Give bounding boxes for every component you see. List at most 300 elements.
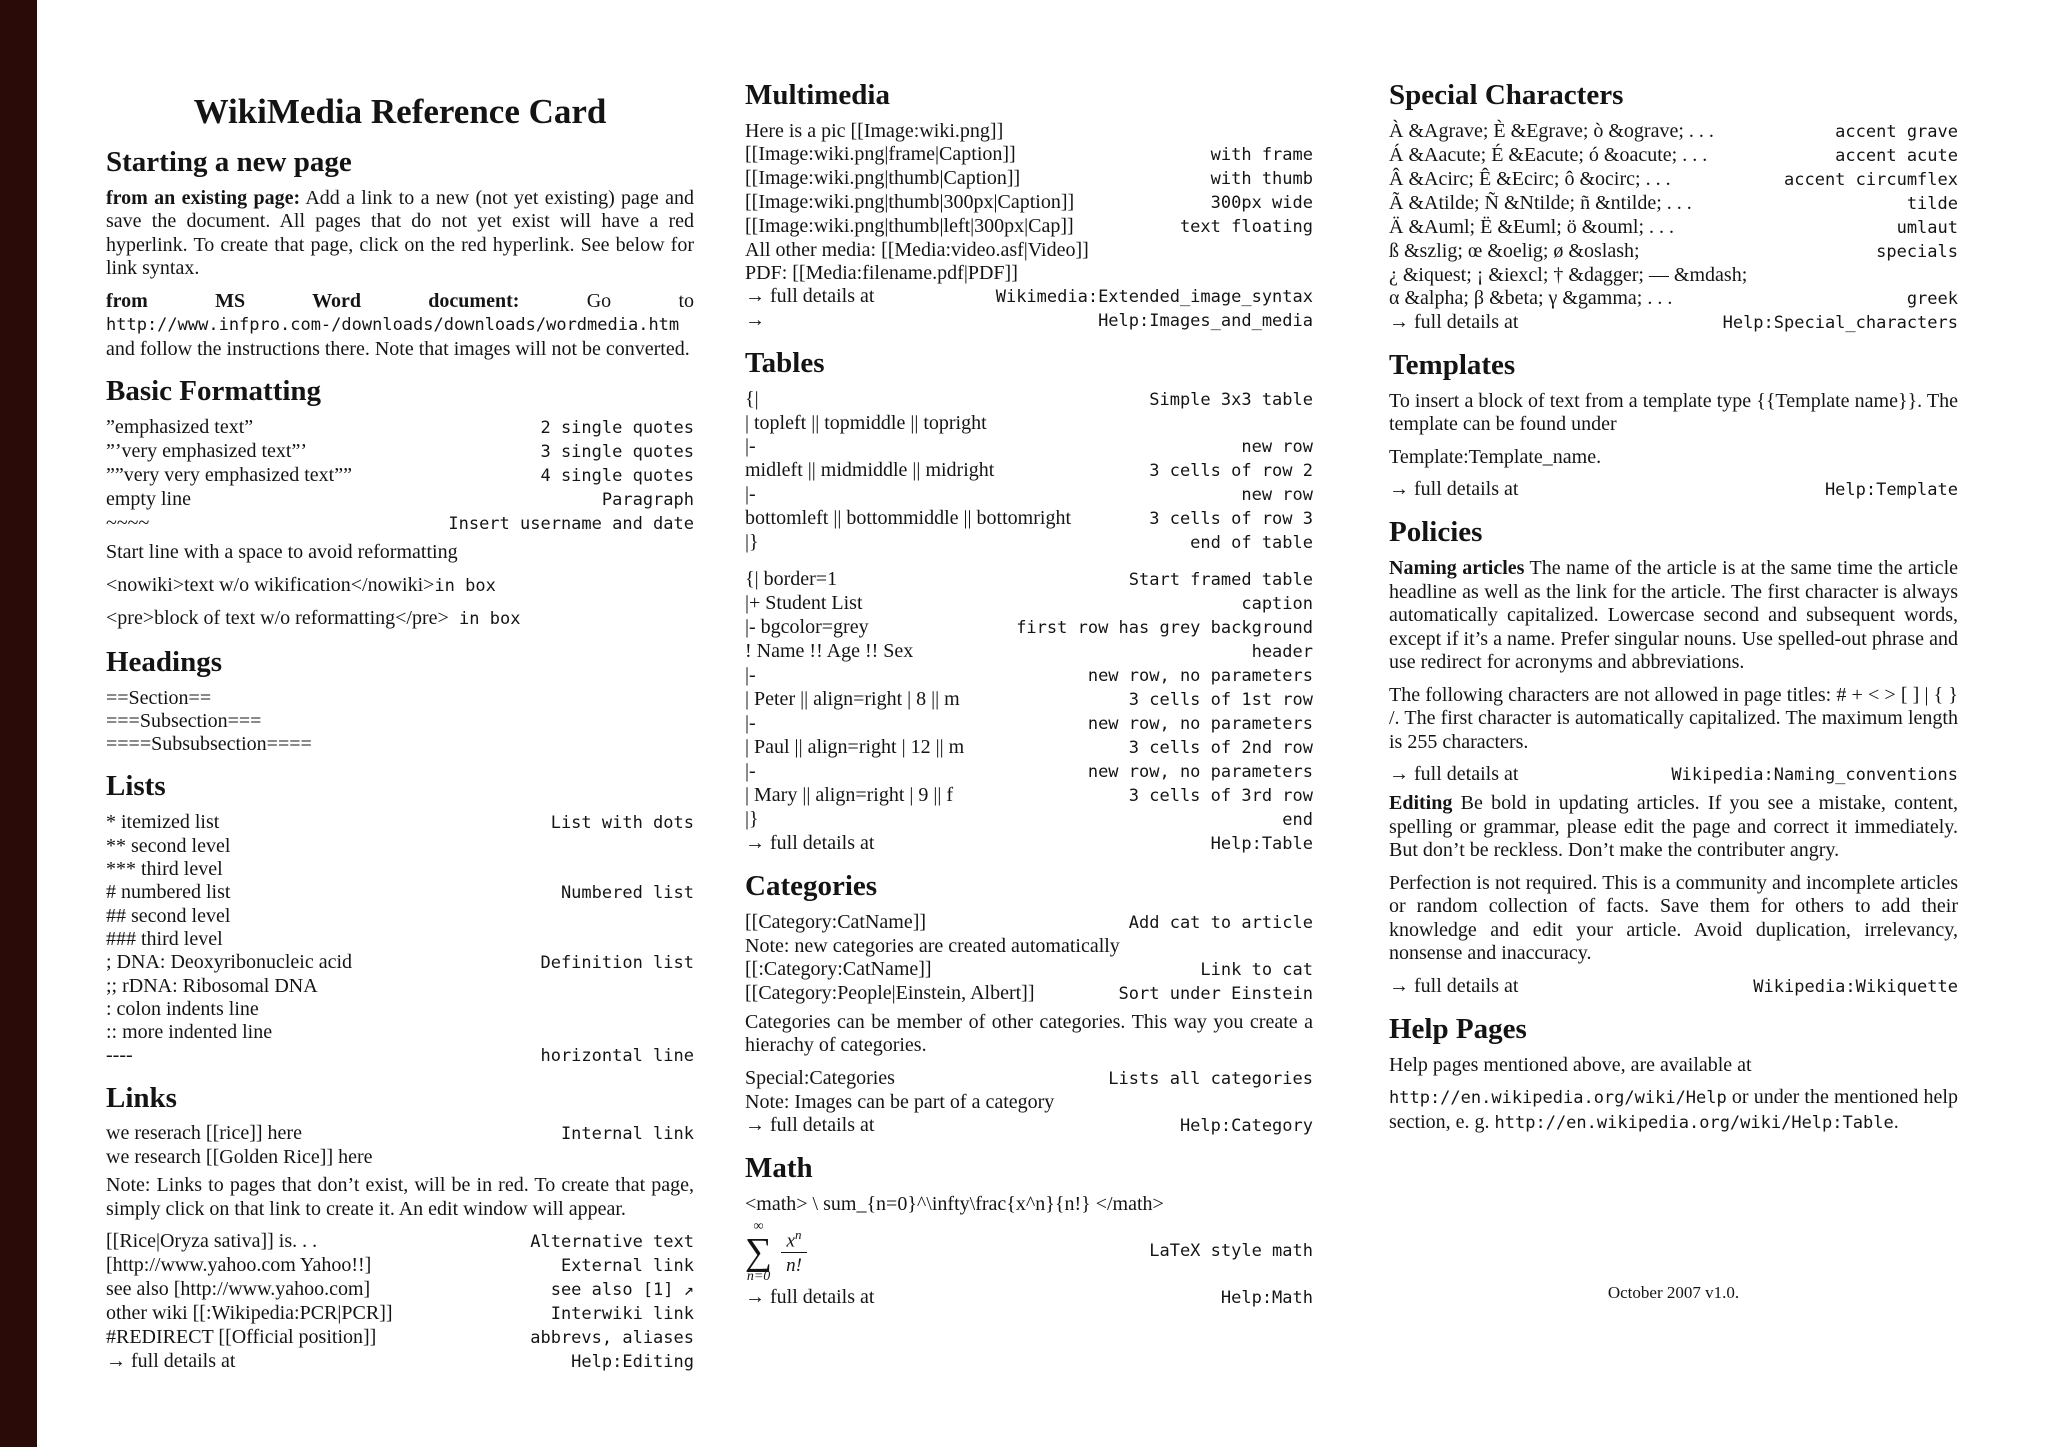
paragraph xyxy=(1389,390,1958,437)
syntax-line xyxy=(745,1286,1313,1310)
syntax-line xyxy=(1389,216,1958,240)
body-text: Categories can be member of other categories. This way you create a hierachy of categories. xyxy=(745,1010,1313,1057)
mono-text: http://en.wikipedia.org/wiki/Help:Table xyxy=(1494,1112,1894,1133)
wiki-syntax: ””very very emphasized text”” xyxy=(106,464,352,487)
annotation: Link to cat xyxy=(1200,959,1313,980)
syntax-line xyxy=(745,191,1313,215)
annotation: Start framed table xyxy=(1128,569,1313,590)
section-title: Math xyxy=(745,1151,813,1184)
syntax-line xyxy=(745,592,1313,616)
column-1 xyxy=(106,72,694,1374)
annotation: new row, no parameters xyxy=(1087,665,1313,686)
annotation: end xyxy=(1282,809,1313,830)
wiki-syntax: #REDIRECT [[Official position]] xyxy=(106,1326,377,1349)
wiki-syntax: |} xyxy=(745,530,759,553)
annotation: Help:Table xyxy=(1210,833,1313,854)
syntax-line xyxy=(106,811,694,835)
syntax-line xyxy=(106,488,694,512)
paragraph xyxy=(106,607,694,632)
syntax-line xyxy=(745,784,1313,808)
syntax-line xyxy=(1389,168,1958,192)
wiki-syntax: Here is a pic [[Image:wiki.png]] xyxy=(745,119,1004,142)
syntax-line xyxy=(745,507,1313,531)
syntax-line xyxy=(106,1254,694,1278)
wiki-syntax: <math> \ sum_{n=0}^\infty\frac{x^n}{n!} </math> xyxy=(745,1192,1164,1215)
paragraph xyxy=(106,1174,694,1221)
syntax-line xyxy=(106,905,694,928)
syntax-line xyxy=(745,1091,1313,1114)
syntax-line xyxy=(106,464,694,488)
syntax-line xyxy=(106,687,694,710)
annotation: accent grave xyxy=(1835,121,1958,142)
section-title: Headings xyxy=(106,645,223,678)
section-policies xyxy=(1389,517,1958,998)
annotation: Numbered list xyxy=(560,882,694,903)
syntax-line xyxy=(745,688,1313,712)
paragraph xyxy=(1389,1054,1958,1078)
wiki-syntax: ~~~~ xyxy=(106,512,150,535)
annotation: 300px wide xyxy=(1210,192,1313,213)
section-body xyxy=(1389,390,1958,503)
syntax-line xyxy=(106,928,694,951)
syntax-line xyxy=(106,416,694,440)
section-starting-a-new-page xyxy=(106,147,694,361)
wiki-syntax: | Mary || align=right | 9 || f xyxy=(745,783,954,806)
annotation: horizontal line xyxy=(540,1045,694,1066)
syntax-line xyxy=(745,664,1313,688)
wiki-syntax: Á &Aacute; É &Eacute; ó &oacute; . . . xyxy=(1389,143,1708,166)
wiki-syntax: |- xyxy=(745,663,756,686)
footer-version: October 2007 v1.0. xyxy=(1607,1283,1740,1303)
body-text: or under the mentioned help section, e. g. xyxy=(1389,1086,1958,1133)
wiki-syntax: ;; rDNA: Ribosomal DNA xyxy=(106,974,318,997)
syntax-line xyxy=(106,710,694,733)
annotation: 3 cells of 2nd row xyxy=(1128,737,1313,758)
section-special-characters xyxy=(1389,80,1958,335)
wiki-syntax: |+ Student List xyxy=(745,591,863,614)
fraction-numerator xyxy=(782,1228,807,1252)
syntax-line xyxy=(1389,192,1958,216)
section-help-pages xyxy=(1389,1014,1958,1135)
syntax-line xyxy=(745,958,1313,982)
wiki-syntax: see also [http://www.yahoo.com] xyxy=(106,1278,371,1301)
syntax-line xyxy=(745,483,1313,507)
section-templates xyxy=(1389,350,1958,502)
paragraph xyxy=(106,187,694,281)
section-body xyxy=(106,687,694,756)
wiki-syntax: |- xyxy=(745,482,756,505)
annotation: caption xyxy=(1241,593,1313,614)
syntax-line xyxy=(745,736,1313,760)
syntax-line xyxy=(106,1230,694,1254)
section-headings xyxy=(106,647,694,756)
syntax-line xyxy=(745,459,1313,483)
body-text: . xyxy=(1893,1110,1899,1133)
syntax-line xyxy=(106,1326,694,1350)
annotation: Internal link xyxy=(560,1124,694,1145)
sigma-sum-symbol: ∑ xyxy=(745,1230,773,1273)
syntax-line xyxy=(745,568,1313,592)
wiki-syntax: :: more indented line xyxy=(106,1020,273,1043)
wiki-syntax: {| border=1 xyxy=(745,567,838,590)
section-body xyxy=(106,811,694,1068)
bold-lead: Naming articles xyxy=(1389,557,1525,580)
syntax-line xyxy=(106,1350,694,1374)
syntax-line xyxy=(1389,287,1958,311)
mono-text: http://www.infpro.com-/downloads/downloads/wordmedia.htm xyxy=(106,315,680,336)
wiki-syntax: |- xyxy=(745,434,756,457)
syntax-line xyxy=(745,239,1313,262)
paragraph xyxy=(106,541,694,565)
wiki-syntax: {| xyxy=(745,387,759,410)
annotation: Help:Math xyxy=(1220,1287,1313,1308)
column-3 xyxy=(1389,80,1958,1303)
wiki-syntax: ”emphasized text” xyxy=(106,416,254,439)
wiki-syntax: |- bgcolor=grey xyxy=(745,615,869,638)
body-text: <pre>block of text w/o reformatting</pre> xyxy=(106,607,449,630)
fraction xyxy=(781,1228,807,1275)
section-title: Multimedia xyxy=(745,79,890,111)
wiki-syntax: → full details at xyxy=(1389,763,1519,786)
syntax-line xyxy=(745,832,1313,856)
annotation: specials xyxy=(1876,241,1958,262)
wiki-syntax: Note: Images can be part of a category xyxy=(745,1090,1055,1113)
syntax-line xyxy=(106,512,694,536)
annotation: new row xyxy=(1241,484,1313,505)
syntax-line xyxy=(745,531,1313,555)
section-title: Starting a new page xyxy=(106,146,352,178)
body-text: Perfection is not required. This is a community and incomplete articles or random collection of facts. Save them for others to add their knowledge and edit your article. Avoid duplication, irrelevancy, nonsense and inaccuracy. xyxy=(1389,871,1958,965)
syntax-line xyxy=(106,835,694,858)
annotation: first row has grey background xyxy=(1016,617,1313,638)
annotation: accent acute xyxy=(1835,145,1958,166)
paragraph xyxy=(1389,684,1958,755)
wiki-syntax: ß &szlig; œ &oelig; ø &oslash; xyxy=(1389,239,1640,262)
wiki-syntax: ; DNA: Deoxyribonucleic acid xyxy=(106,950,353,973)
section-links xyxy=(106,1083,694,1375)
wiki-syntax: ”’very emphasized text”’ xyxy=(106,440,308,463)
section-basic-formatting xyxy=(106,376,694,631)
page-title: WikiMedia Reference Card xyxy=(193,92,607,131)
bold-lead: Editing xyxy=(1389,792,1453,815)
annotation: new row, no parameters xyxy=(1087,713,1313,734)
section-body xyxy=(106,1122,694,1374)
section-body xyxy=(745,911,1313,1138)
syntax-line xyxy=(106,1021,694,1044)
wiki-syntax: ## second level xyxy=(106,904,231,927)
annotation: Insert username and date xyxy=(448,514,694,535)
section-body xyxy=(745,1193,1313,1310)
body-text: <nowiki>text w/o wikification</nowiki> xyxy=(106,573,435,596)
annotation: 2 single quotes xyxy=(540,418,694,439)
math-annotation: LaTeX style math xyxy=(1149,1241,1313,1262)
numerator-base: x xyxy=(786,1230,795,1252)
wiki-syntax: → full details at xyxy=(1389,310,1519,333)
wiki-syntax: ¿ &iquest; ¡ &iexcl; † &dagger; — &mdash; xyxy=(1389,263,1748,286)
syntax-line xyxy=(106,1122,694,1146)
wiki-syntax: → full details at xyxy=(745,831,875,854)
syntax-line xyxy=(745,935,1313,958)
section-multimedia xyxy=(745,80,1313,333)
syntax-line xyxy=(106,951,694,975)
wiki-syntax: ** second level xyxy=(106,834,231,857)
wiki-syntax: → full details at xyxy=(745,1113,875,1136)
wiki-syntax: [[Image:wiki.png|frame|Caption]] xyxy=(745,142,1016,165)
syntax-line xyxy=(745,388,1313,412)
annotation: 3 cells of row 3 xyxy=(1149,508,1313,529)
wiki-syntax: → full details at xyxy=(1389,478,1519,501)
body-text: Add a link to a new (not yet existing) page and save the document. All pages that do not yet exist will have a red hyperlink. To create that page, click on the red hyperlink. See below for link syntax. xyxy=(106,186,694,280)
annotation: Wikipedia:Wikiquette xyxy=(1753,976,1958,997)
annotation: header xyxy=(1251,641,1313,662)
syntax-line xyxy=(745,760,1313,784)
syntax-line xyxy=(745,262,1313,285)
syntax-line xyxy=(1389,975,1958,999)
syntax-line xyxy=(1389,144,1958,168)
annotation: abbrevs, aliases xyxy=(530,1328,694,1349)
annotation: new row xyxy=(1241,436,1313,457)
wiki-syntax: | topleft || topmiddle || topright xyxy=(745,411,987,434)
wiki-syntax: : colon indents line xyxy=(106,997,259,1020)
wiki-syntax: |- xyxy=(745,711,756,734)
annotation: tilde xyxy=(1906,193,1958,214)
mono-text: in box xyxy=(448,609,521,630)
annotation: end of table xyxy=(1190,532,1313,553)
sum-lower-limit: n=0 xyxy=(746,1268,771,1284)
annotation: Help:Template xyxy=(1824,480,1958,501)
mono-text: in box xyxy=(434,575,496,596)
syntax-line xyxy=(1389,478,1958,502)
section-title: Basic Formatting xyxy=(106,375,322,408)
wiki-syntax: empty line xyxy=(106,488,191,511)
wiki-syntax: |} xyxy=(745,807,759,830)
syntax-line xyxy=(106,440,694,464)
syntax-line xyxy=(106,881,694,905)
annotation: External link xyxy=(560,1256,694,1277)
wiki-syntax: [[Image:wiki.png|thumb|Caption]] xyxy=(745,166,1021,189)
syntax-line xyxy=(745,412,1313,435)
syntax-line xyxy=(745,808,1313,832)
annotation: Interwiki link xyxy=(550,1304,694,1325)
paragraph xyxy=(1389,1086,1958,1135)
body-text: and follow the instructions there. Note that images will not be converted. xyxy=(106,337,690,360)
syntax-line xyxy=(745,982,1313,1006)
body-text: Template:Template_name. xyxy=(1389,445,1602,468)
syntax-line xyxy=(745,143,1313,167)
syntax-line xyxy=(106,1044,694,1068)
syntax-line xyxy=(745,616,1313,640)
section-title: Lists xyxy=(106,769,166,802)
section-title: Links xyxy=(106,1081,177,1114)
annotation: new row, no parameters xyxy=(1087,761,1313,782)
wiki-syntax: [[:Category:CatName]] xyxy=(745,957,932,980)
wiki-syntax: ===Subsection=== xyxy=(106,709,262,732)
wiki-syntax: Ä &Auml; Ë &Euml; ö &ouml; . . . xyxy=(1389,215,1674,238)
numerator-exponent: n xyxy=(794,1226,802,1242)
syntax-line xyxy=(745,640,1313,664)
annotation: Sort under Einstein xyxy=(1118,983,1313,1004)
syntax-line xyxy=(1389,120,1958,144)
wiki-syntax: Â &Acirc; Ê &Ecirc; ô &ocirc; . . . xyxy=(1389,167,1671,190)
annotation: with frame xyxy=(1210,144,1313,165)
section-title: Tables xyxy=(745,346,825,379)
syntax-line xyxy=(745,120,1313,143)
wiki-syntax: [[Image:wiki.png|thumb|left|300px|Cap]] xyxy=(745,214,1074,237)
syntax-line xyxy=(1389,763,1958,787)
wiki-syntax: |- xyxy=(745,759,756,782)
annotation: umlaut xyxy=(1896,217,1958,238)
wiki-syntax: Ã &Atilde; Ñ &Ntilde; ñ &ntilde; . . . xyxy=(1389,191,1692,214)
wiki-syntax: we reserach [[rice]] here xyxy=(106,1122,302,1145)
annotation: 3 single quotes xyxy=(540,442,694,463)
wiki-syntax: | Paul || align=right | 12 || m xyxy=(745,735,965,758)
wiki-syntax: [[Image:wiki.png|thumb|300px|Caption]] xyxy=(745,190,1075,213)
section-body xyxy=(745,388,1313,856)
wiki-syntax: | Peter || align=right | 8 || m xyxy=(745,687,960,710)
syntax-line xyxy=(745,167,1313,191)
section-tables xyxy=(745,348,1313,856)
section-body xyxy=(1389,1054,1958,1136)
syntax-line xyxy=(745,285,1313,309)
wiki-syntax: À &Agrave; È &Egrave; ò &ograve; . . . xyxy=(1389,119,1714,142)
section-categories xyxy=(745,871,1313,1138)
annotation: see also [1] ↗ xyxy=(550,1280,694,1301)
wiki-syntax: → xyxy=(745,308,765,331)
syntax-line xyxy=(1389,240,1958,264)
section-body xyxy=(1389,120,1958,335)
body-text: The name of the article is at the same time the article headline as well as the link for the article. The first character is always automatically capitalized. Lowercase second and subsequent words, except if it’s a name. Prefer singular nouns. Use spelled-out phrase and use redirect for acronyms and abbreviations. xyxy=(1389,557,1958,674)
page-left-edge xyxy=(0,0,37,1447)
syntax-line xyxy=(106,1278,694,1302)
wiki-syntax: PDF: [[Media:filename.pdf|PDF]] xyxy=(745,261,1018,284)
wiki-syntax: [[Rice|Oryza sativa]] is. . . xyxy=(106,1230,318,1253)
wiki-syntax: [[Category:CatName]] xyxy=(745,910,927,933)
section-math xyxy=(745,1153,1313,1310)
bold-lead: from MS Word document: xyxy=(106,289,520,312)
annotation: Help:Editing xyxy=(571,1352,694,1373)
paragraph xyxy=(1389,792,1958,863)
annotation: Help:Category xyxy=(1179,1115,1313,1136)
syntax-line xyxy=(745,435,1313,459)
wiki-syntax: * itemized list xyxy=(106,810,220,833)
paragraph xyxy=(1389,557,1958,675)
annotation: Simple 3x3 table xyxy=(1149,389,1313,410)
paragraph xyxy=(1389,872,1958,966)
annotation: greek xyxy=(1906,288,1958,309)
wiki-syntax: bottomleft || bottommiddle || bottomright xyxy=(745,506,1071,529)
wiki-syntax: ### third level xyxy=(106,927,223,950)
syntax-line xyxy=(106,975,694,998)
section-body xyxy=(106,416,694,632)
body-text: Go to xyxy=(519,289,694,312)
annotation: Paragraph xyxy=(601,490,694,511)
wiki-syntax: Special:Categories xyxy=(745,1066,895,1089)
wiki-syntax: [http://www.yahoo.com Yahoo!!] xyxy=(106,1254,372,1277)
annotation: 3 cells of row 2 xyxy=(1149,460,1313,481)
wiki-syntax: ====Subsubsection==== xyxy=(106,732,312,755)
wiki-syntax: Note: new categories are created automatically xyxy=(745,934,1120,957)
syntax-line xyxy=(106,733,694,756)
summation xyxy=(745,1220,772,1284)
syntax-line xyxy=(1389,311,1958,335)
body-text: Be bold in updating articles. If you see a mistake, content, spelling or grammar, please edit the page and correct it immediately. But don’t be reckless. Don’t make the contributer angry. xyxy=(1389,792,1958,862)
section-title: Categories xyxy=(745,869,878,902)
wiki-syntax: ! Name !! Age !! Sex xyxy=(745,639,914,662)
section-title: Policies xyxy=(1389,516,1483,549)
annotation: text floating xyxy=(1179,216,1313,237)
wiki-syntax: midleft || midmiddle || midright xyxy=(745,458,995,481)
annotation: with thumb xyxy=(1210,168,1313,189)
annotation: Alternative text xyxy=(530,1232,694,1253)
wiki-syntax: we research [[Golden Rice]] here xyxy=(106,1146,373,1169)
fraction-denominator: n! xyxy=(781,1252,807,1275)
math-formula xyxy=(745,1220,807,1284)
body-text: Start line with a space to avoid reformatting xyxy=(106,541,458,564)
section-title: Templates xyxy=(1389,348,1516,381)
section-title: Help Pages xyxy=(1389,1012,1527,1045)
paragraph xyxy=(106,290,694,362)
syntax-line xyxy=(745,215,1313,239)
wiki-syntax: ==Section== xyxy=(106,686,212,709)
section-title: Special Characters xyxy=(1389,79,1624,111)
wiki-syntax: ---- xyxy=(106,1043,133,1066)
vertical-gap xyxy=(745,555,1313,568)
math-display-line xyxy=(745,1220,1313,1284)
syntax-line xyxy=(106,858,694,881)
wiki-syntax: α &alpha; β &beta; γ &gamma; . . . xyxy=(1389,286,1673,309)
body-text: Note: Links to pages that don’t exist, will be in red. To create that page, simply click on that link to create it. An edit window will appear. xyxy=(106,1174,694,1220)
annotation: 4 single quotes xyxy=(540,466,694,487)
body-text: Help pages mentioned above, are available at xyxy=(1389,1053,1752,1076)
syntax-line xyxy=(1389,264,1958,287)
wiki-syntax: *** third level xyxy=(106,857,223,880)
paragraph xyxy=(106,574,694,599)
syntax-line xyxy=(745,309,1313,333)
annotation: Lists all categories xyxy=(1108,1068,1313,1089)
body-text: To insert a block of text from a template type {{Template name}}. The template can be found under xyxy=(1389,389,1958,436)
wiki-syntax: → full details at xyxy=(745,1285,875,1308)
syntax-line xyxy=(745,1114,1313,1138)
annotation: Add cat to article xyxy=(1128,912,1313,933)
mono-text: http://en.wikipedia.org/wiki/Help xyxy=(1389,1088,1727,1109)
wiki-syntax: → full details at xyxy=(745,284,875,307)
paragraph xyxy=(1389,446,1958,470)
syntax-line xyxy=(745,1067,1313,1091)
wiki-syntax: → full details at xyxy=(106,1350,236,1373)
annotation: List with dots xyxy=(550,812,694,833)
annotation: Help:Special_characters xyxy=(1722,312,1958,333)
wiki-syntax: other wiki [[:Wikipedia:PCR|PCR]] xyxy=(106,1302,393,1325)
annotation: accent circumflex xyxy=(1784,169,1958,190)
section-body xyxy=(106,187,694,362)
body-text: The following characters are not allowed in page titles: # + < > [ ] | { } /. The first character is automatically capitalized. The maximum length is 255 characters. xyxy=(1389,683,1958,753)
wiki-syntax: # numbered list xyxy=(106,880,231,903)
annotation: Help:Images_and_media xyxy=(1098,310,1313,331)
section-body xyxy=(1389,557,1958,999)
wiki-syntax: [[Category:People|Einstein, Albert]] xyxy=(745,981,1035,1004)
syntax-line xyxy=(745,1193,1313,1216)
column-2 xyxy=(745,80,1313,1310)
paragraph xyxy=(745,1011,1313,1058)
syntax-line xyxy=(745,911,1313,935)
syntax-line xyxy=(106,1146,694,1169)
syntax-line xyxy=(106,1302,694,1326)
sum-upper-limit: ∞ xyxy=(753,1218,764,1234)
annotation: 3 cells of 1st row xyxy=(1128,689,1313,710)
bold-lead: from an existing page: xyxy=(106,186,301,209)
wiki-syntax: All other media: [[Media:video.asf|Video]] xyxy=(745,238,1089,261)
annotation: Wikipedia:Naming_conventions xyxy=(1671,765,1958,786)
